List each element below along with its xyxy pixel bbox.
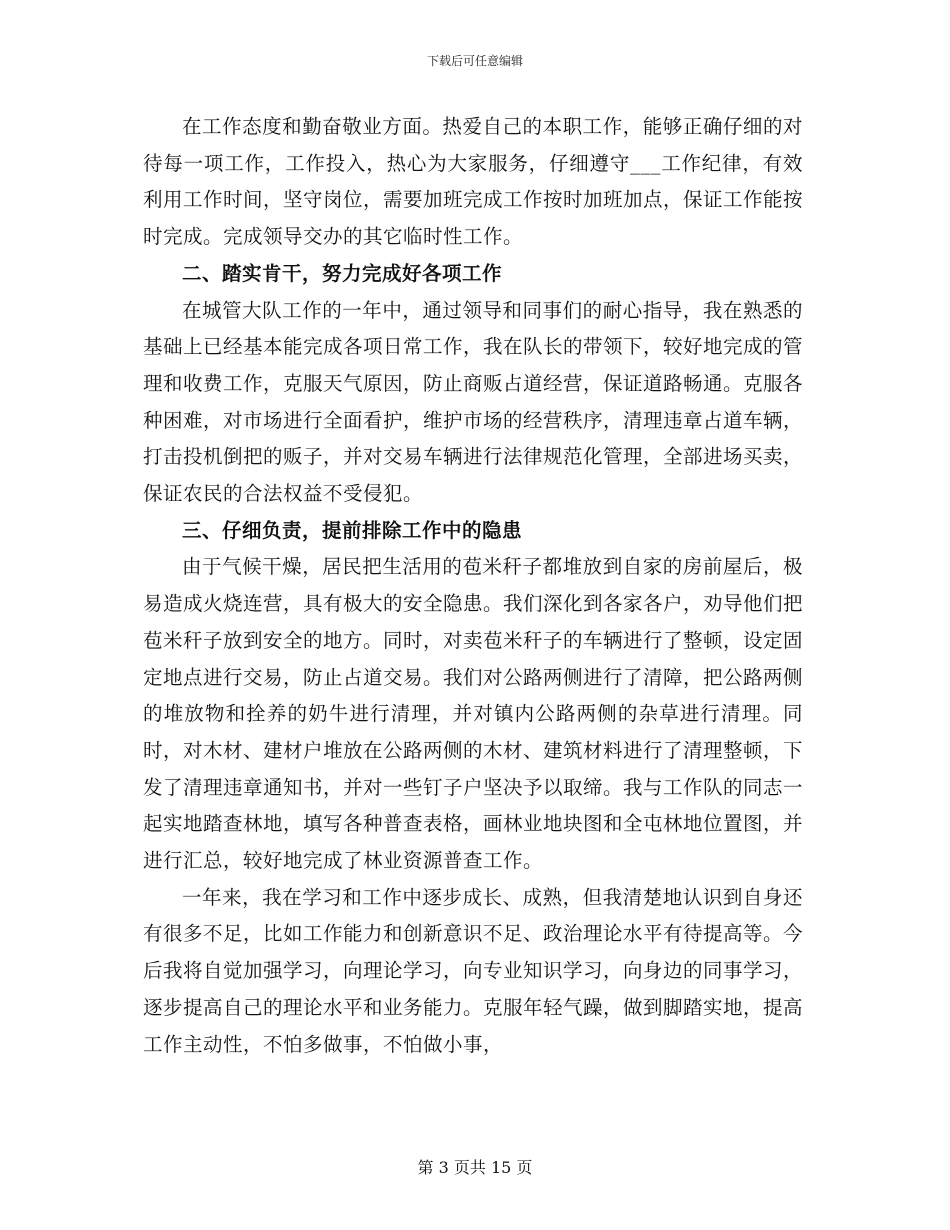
section-heading-2: 二、踏实肯干，努力完成好各项工作 [182,261,503,285]
section-heading-3: 三、仔细负责，提前排除工作中的隐患 [182,518,523,542]
paragraph-summary: 一年来，我在学习和工作中逐步成长、成熟，但我清楚地认识到自身还有很多不足，比如工作能力和创新意识不足、政治理论水平有待提高等。今后我将自觉加强学习，向理论学习，向专业知识学习，向身边的同事学习，逐步提高自己的理论水平和业务能力。克服年轻气躁，做到脚踏实地，提高工作主动性，不怕多做事，不怕做小事， [143,885,804,1056]
page-header: 下载后可任意编辑 [426,54,523,68]
paragraph-city-management: 在城管大队工作的一年中，通过领导和同事们的耐心指导，我在熟悉的基础上已经基本能完成各项日常工作，我在队长的带领下，较好地完成的管理和收费工作，克服天气原因，防止商贩占道经营，保证道路畅通。克服各种困难，对市场进行全面看护，维护市场的经营秩序，清理违章占道车辆，打击投机倒把的贩子，并对交易车辆进行法律规范化管理，全部进场买卖，保证农民的合法权益不受侵犯。 [143,298,804,506]
paragraph-hazard-removal: 由于气候干燥，居民把生活用的苞米秆子都堆放到自家的房前屋后，极易造成火烧连营，具有极大的安全隐患。我们深化到各家各户，劝导他们把苞米秆子放到安全的地方。同时，对卖苞米秆子的车辆进行了整顿，设定固定地点进行交易，防止占道交易。我们对公路两侧进行了清障，把公路两侧的堆放物和拴养的奶牛进行清理，并对镇内公路两侧的杂草进行清理。同时，对木材、建材户堆放在公路两侧的木材、建筑材料进行了清理整顿，下发了清理违章通知书，并对一些钉子户坚决予以取缔。我与工作队的同志一起实地踏查林地，填写各种普查表格，画林业地块图和全屯林地位置图，并进行汇总，较好地完成了林业资源普查工作。 [143,555,804,873]
document-body [143,109,803,1063]
paragraph-work-attitude: 在工作态度和勤奋敬业方面。热爱自己的本职工作，能够正确仔细的对待每一项工作，工作投入，热心为大家服务，仔细遵守___工作纪律，有效利用工作时间，坚守岗位，需要加班完成工作按时加班加点，保证工作能按时完成。完成领导交办的其它临时性工作。 [143,115,804,249]
page-footer: 第 3 页共 15 页 [417,1158,533,1177]
